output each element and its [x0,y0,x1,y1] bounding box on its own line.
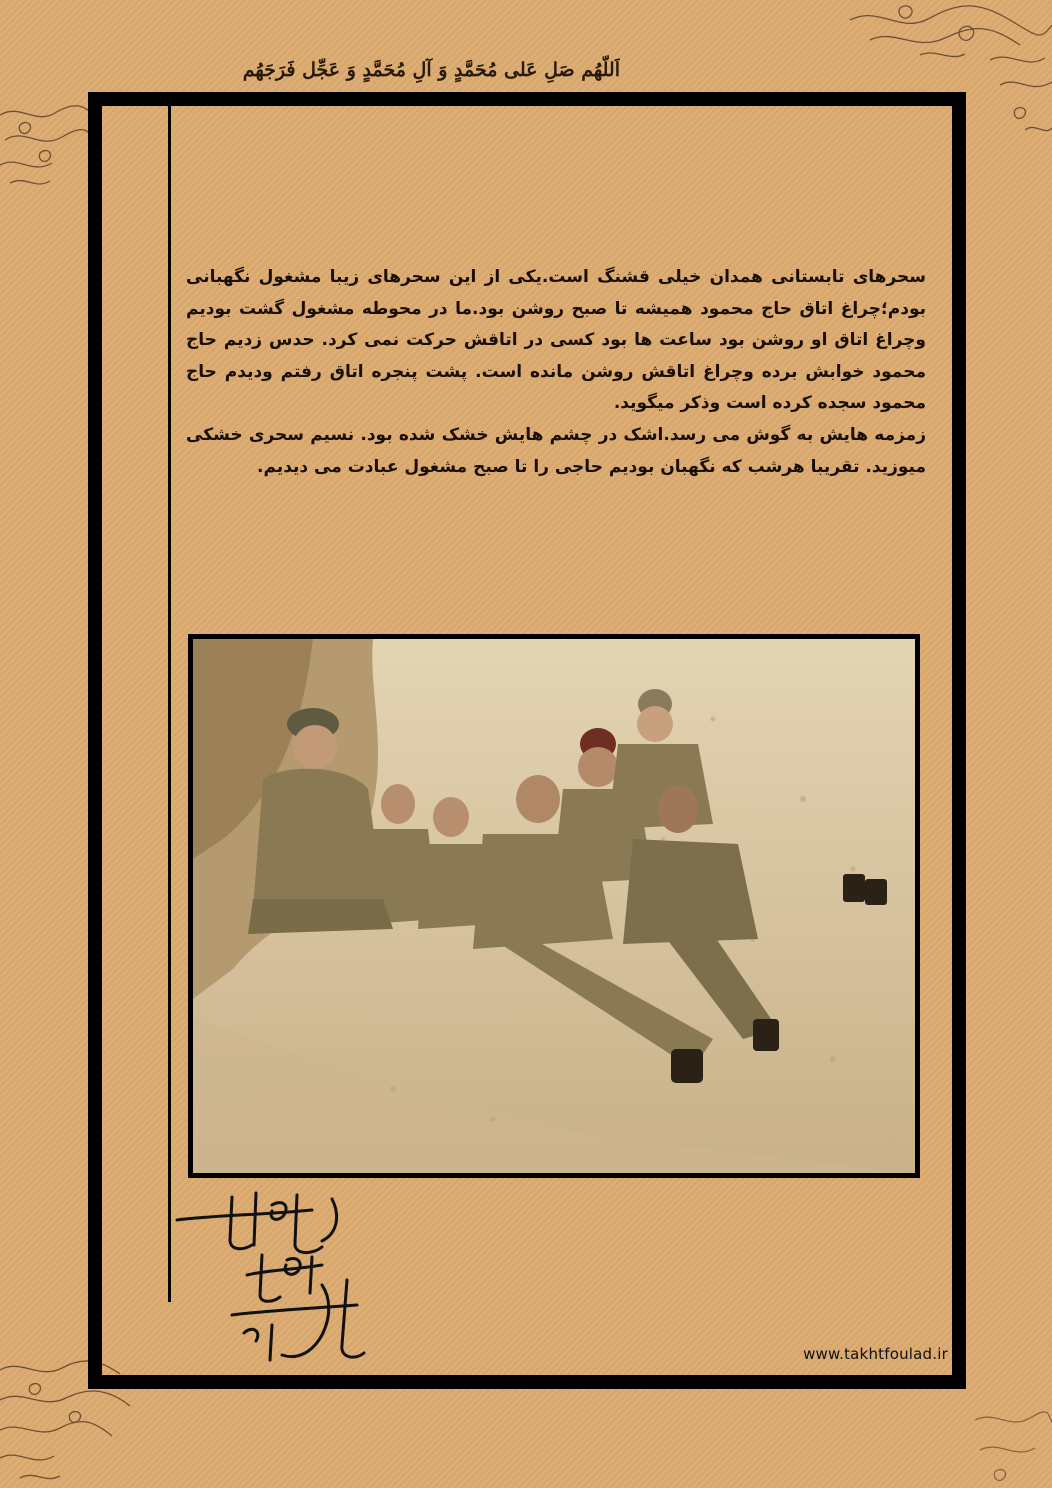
story-paragraph: زمزمه هایش به گوش می رسد.اشک در چشم هایش خشک شده بود. نسیم سحری خشکی میوزید. تقریبا هرشب که نگهبان بودیم حاجی را تا صبح مشغول عبادت می دیدیم. [186,424,926,477]
website-url: www.takhtfoulad.ir [803,1345,948,1363]
header-prayer: اَللّهُم صَلِ عَلی مُحَمَّدٍ وَ آلِ مُحَمَّدٍ وَ عَجِّل فَرَجَهُم [242,59,620,81]
frame-inner-line [168,92,171,1302]
left-swirl-ornament-icon [0,95,95,195]
story-text [186,262,926,483]
group-photo-soldiers-icon [188,634,920,1178]
right-side-swirl-ornament-icon [975,1390,1052,1488]
calligraphy-signature-icon [172,1185,382,1370]
story-paragraph: سحرهای تابستانی همدان خیلی قشنگ است.یکی از این سحرهای زیبا مشغول نگهبانی بودم؛چراغ اتاق حاج محمود همیشه تا صبح روشن بود.ما در محوطه مشغول گشت بودیم وچراغ اتاق او روشن بود ساعت ها بود کسی در اتاقش حرکت نمی کرد. حدس زدیم حاج محمود خوابش برده وچراغ اتاقش روشن مانده است. پشت پنجره اتاق رفتم ودیدم حاج محمود سجده کرده است وذکر میگوید. [186,267,926,414]
